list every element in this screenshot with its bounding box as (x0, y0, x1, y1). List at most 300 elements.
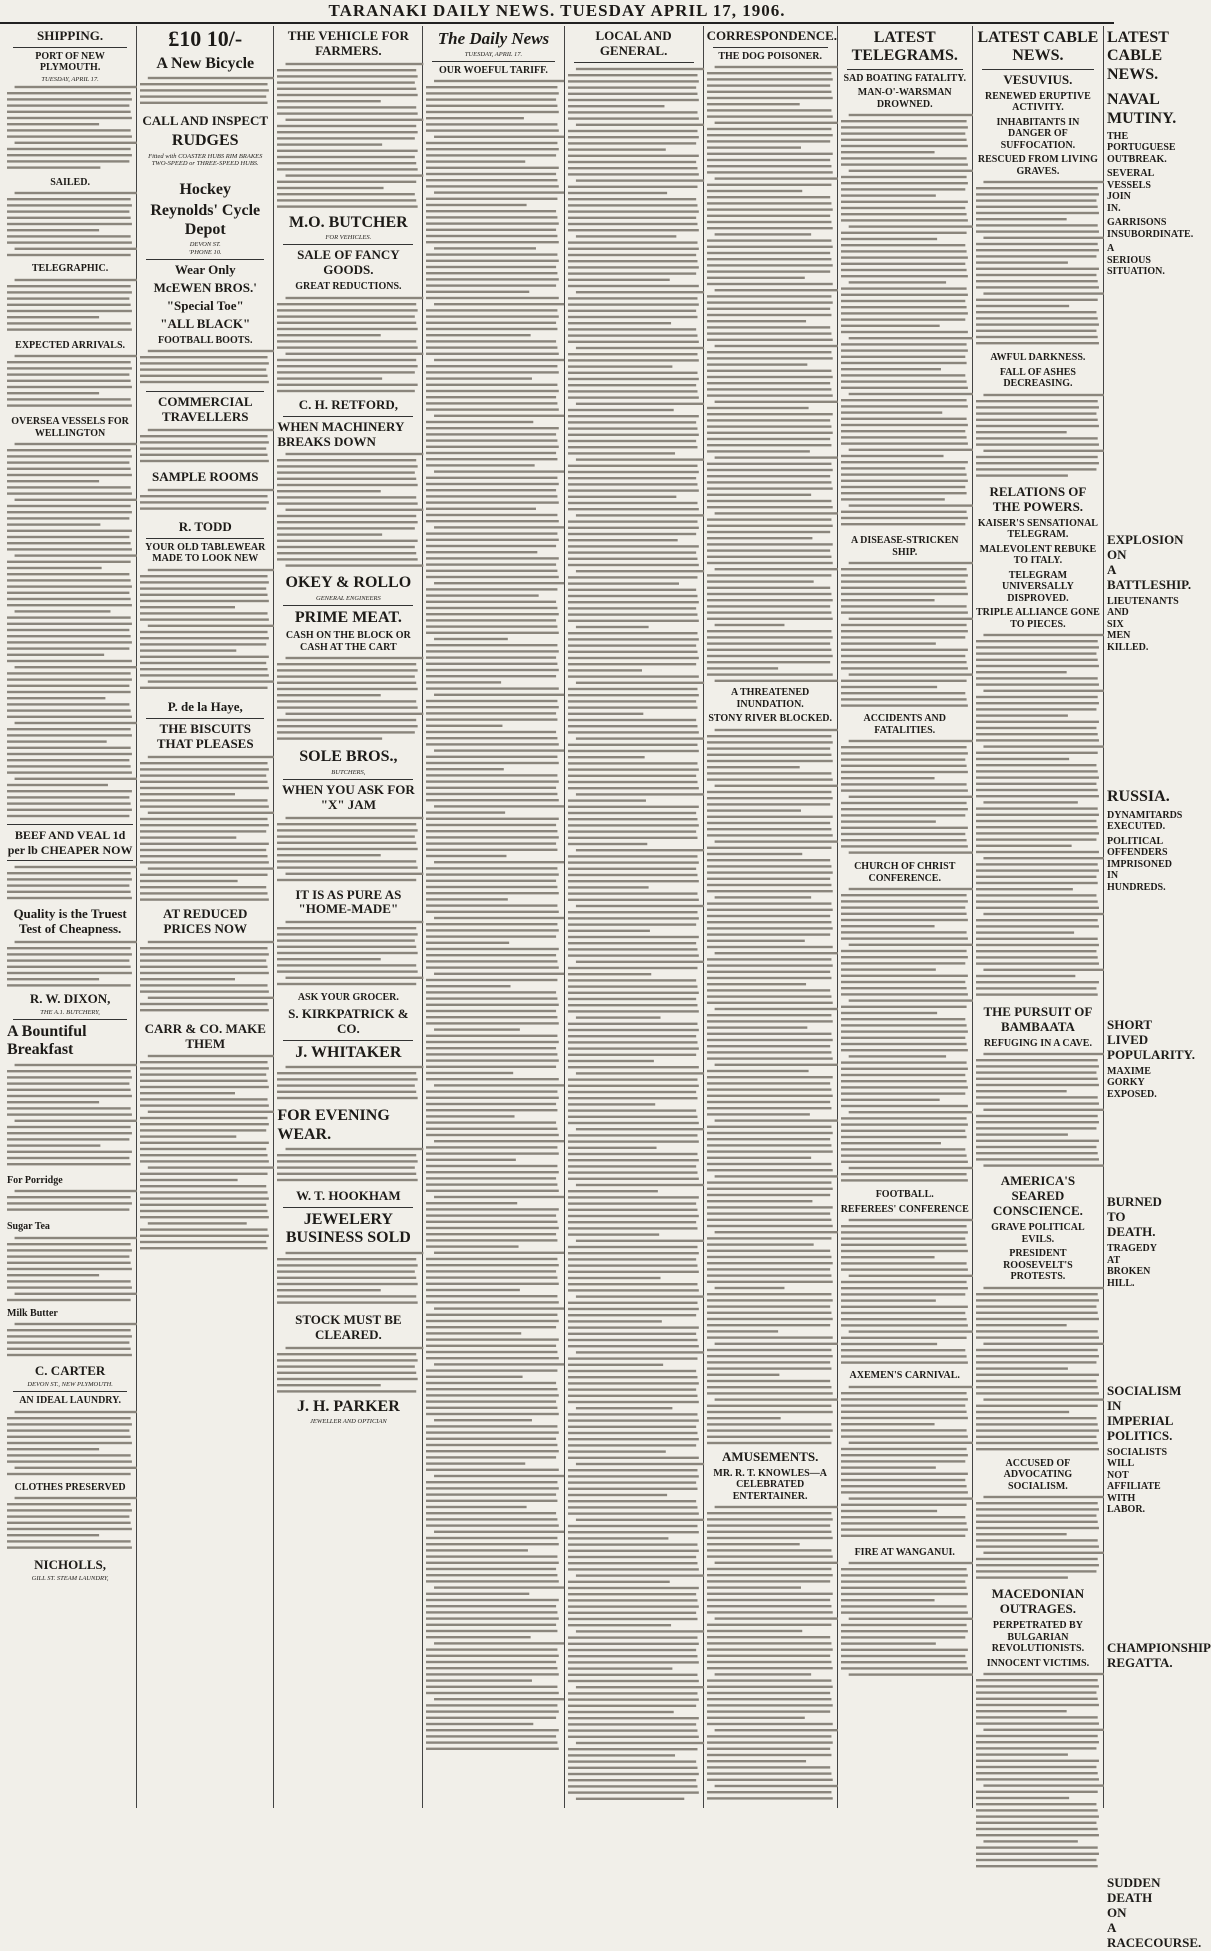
text-line (976, 200, 1096, 202)
text-line (976, 1103, 1099, 1105)
text-line (434, 749, 564, 751)
text-line (841, 474, 967, 476)
text-line (568, 731, 699, 733)
text-line (568, 1556, 696, 1558)
text-line (7, 797, 129, 799)
text-line (7, 685, 129, 687)
text-line (714, 1785, 837, 1787)
text-line (707, 989, 830, 991)
text-line (841, 1324, 968, 1326)
text-line (707, 79, 833, 81)
text-line (426, 1413, 559, 1415)
text-line (426, 408, 559, 410)
text-line (277, 87, 416, 89)
text-line (707, 1330, 778, 1332)
text-line (277, 1078, 418, 1080)
text-line (841, 1225, 967, 1227)
text-line (568, 607, 696, 609)
text-line (140, 593, 268, 595)
text-line (568, 1084, 699, 1086)
text-line (707, 426, 831, 428)
text-line (568, 409, 674, 411)
text-line (707, 1429, 833, 1431)
text-line (568, 1593, 696, 1595)
text-line (841, 587, 967, 589)
text-line (707, 184, 831, 186)
beef-ad (7, 824, 133, 861)
text-texture (140, 427, 270, 467)
accidents-text (841, 738, 969, 858)
text-line (426, 384, 557, 386)
text-line (426, 1686, 557, 1688)
text-line (426, 873, 559, 875)
text-line (707, 1705, 833, 1707)
port-heading: PORT OF NEW PLYMOUTH. (35, 50, 105, 74)
butcher-heading: M.O. BUTCHER (289, 213, 408, 231)
accused-text (976, 1494, 1100, 1584)
text-line (841, 1142, 941, 1144)
text-line (140, 1130, 266, 1132)
text-line (841, 207, 965, 209)
text-line (841, 157, 967, 159)
column-editorial (423, 26, 564, 1808)
text-line (841, 661, 967, 663)
text-line (277, 131, 418, 133)
text-line (426, 433, 556, 435)
text-line (426, 588, 557, 590)
text-line (575, 793, 703, 795)
text-line (7, 1249, 132, 1251)
text-line (848, 944, 972, 946)
text-line (7, 1101, 99, 1103)
text-line (707, 376, 833, 378)
text-line (7, 1540, 131, 1542)
text-line (983, 1552, 1103, 1554)
text-line (707, 370, 831, 372)
text-texture (976, 1671, 1100, 1871)
text-line (7, 966, 131, 968)
text-line (976, 231, 1099, 233)
text-line (841, 492, 967, 494)
amusements-heading: AMUSEMENTS. (721, 1448, 819, 1464)
text-line (426, 1382, 556, 1384)
text-line (15, 1292, 137, 1294)
text-line (568, 954, 699, 956)
text-line (976, 1293, 1098, 1295)
text-line (426, 1047, 556, 1049)
mcewen-heading: McEWEN BROS.' (153, 279, 257, 295)
text-line (707, 1206, 833, 1208)
text-line (707, 1417, 781, 1419)
text-line (707, 581, 814, 583)
text-line (140, 1179, 238, 1181)
quality-heading: Quality is the Truest Test of Cheapness. (13, 906, 127, 937)
text-line (140, 1117, 268, 1119)
text-line (848, 1055, 945, 1057)
text-line (140, 96, 266, 98)
text-line (426, 780, 559, 782)
text-line (707, 562, 833, 564)
text-line (277, 707, 418, 709)
text-line (976, 1704, 1099, 1706)
text-line (286, 509, 424, 511)
text-line (434, 694, 564, 696)
text-line (976, 919, 1098, 921)
text-line (841, 1161, 968, 1163)
text-line (568, 1711, 674, 1713)
text-line (976, 807, 1098, 809)
text-texture (7, 1495, 133, 1555)
text-line (568, 874, 697, 876)
text-line (707, 1188, 833, 1190)
text-line (976, 764, 1096, 766)
text-line (841, 461, 968, 463)
text-line (140, 375, 268, 377)
text-line (568, 1122, 699, 1124)
church-heading: CHURCH OF CHRIST CONFERENCE. (854, 861, 956, 884)
text-line (15, 192, 137, 194)
text-line (568, 477, 696, 479)
text-line (286, 657, 424, 659)
text-line (7, 542, 131, 544)
text-line (15, 666, 137, 668)
text-line (707, 754, 831, 756)
text-texture (277, 295, 419, 395)
text-line (426, 1276, 557, 1278)
text-line (707, 637, 833, 639)
text-line (707, 1132, 833, 1134)
hookham-heading: W. T. HOOKHAM (296, 1187, 401, 1203)
text-line (277, 472, 415, 474)
text-line (568, 1146, 657, 1148)
text-line (841, 1454, 968, 1456)
text-line (707, 97, 833, 99)
text-texture (976, 392, 1100, 482)
text-line (983, 1053, 1103, 1055)
text-line (568, 967, 697, 969)
text-line (841, 1318, 967, 1320)
text-line (707, 153, 833, 155)
vehicle-heading: THE VEHICLE FOR FARMERS. (287, 28, 409, 58)
text-line (7, 1163, 131, 1165)
text-line (976, 1404, 1098, 1406)
text-line (841, 752, 968, 754)
text-line (707, 1312, 831, 1314)
text-line (841, 1256, 935, 1258)
text-line (426, 179, 557, 181)
text-line (841, 1466, 936, 1468)
text-line (707, 1574, 833, 1576)
text-line (976, 437, 1098, 439)
text-line (841, 1574, 968, 1576)
text-line (707, 1630, 802, 1632)
text-line (841, 1080, 967, 1082)
text-line (426, 656, 556, 658)
text-line (286, 565, 424, 567)
text-line (426, 402, 557, 404)
text-line (976, 311, 1096, 313)
text-line (277, 1384, 381, 1386)
text-line (976, 826, 1098, 828)
text-line (277, 546, 415, 548)
machinery-text (277, 451, 419, 571)
text-line (707, 1262, 833, 1264)
text-texture (7, 441, 133, 821)
text-line (426, 377, 532, 379)
text-line (277, 823, 416, 825)
text-line (277, 540, 418, 542)
text-line (426, 508, 536, 510)
text-line (7, 1082, 129, 1084)
text-line (714, 66, 837, 68)
text-line (568, 173, 699, 175)
text-line (707, 1293, 831, 1295)
text-line (976, 900, 1098, 902)
tide-table-text (7, 84, 133, 174)
text-texture (7, 353, 133, 413)
text-line (976, 1853, 1099, 1855)
text-line (841, 643, 936, 645)
text-line (568, 1506, 697, 1508)
text-line (568, 1475, 699, 1477)
text-line (568, 1438, 699, 1440)
text-line (426, 1128, 557, 1130)
text-line (140, 447, 266, 449)
text-line (568, 898, 699, 900)
macedonian-heading: MACEDONIAN OUTRAGES. (991, 1586, 1085, 1617)
text-line (426, 1376, 523, 1378)
text-line (707, 1076, 833, 1078)
text-line (983, 634, 1103, 636)
text-line (976, 1859, 1096, 1861)
text-line (7, 1329, 131, 1331)
text-line (426, 718, 557, 720)
text-line (568, 365, 672, 367)
text-line (434, 638, 508, 640)
text-line (841, 777, 935, 779)
text-line (140, 655, 269, 657)
text-line (426, 1159, 516, 1161)
text-line (841, 1479, 965, 1481)
text-line (568, 1301, 697, 1303)
awful-heading: AWFUL DARKNESS. (990, 352, 1086, 364)
text-line (714, 896, 811, 898)
text-line (277, 1166, 415, 1168)
text-line (434, 1307, 564, 1309)
laundry-text (7, 1409, 133, 1479)
text-line (277, 1371, 416, 1373)
text-line (707, 1587, 801, 1589)
text-line (426, 756, 557, 758)
text-line (707, 927, 833, 929)
text-line (841, 1179, 968, 1181)
text-line (148, 429, 274, 431)
text-line (568, 1549, 699, 1551)
text-line (286, 453, 424, 455)
text-line (7, 468, 131, 470)
text-line (277, 663, 416, 665)
text-line (976, 677, 1098, 679)
text-line (7, 604, 132, 606)
text-line (426, 1500, 557, 1502)
text-line (277, 94, 418, 96)
text-line (277, 700, 416, 702)
text-line (286, 63, 424, 65)
text-line (426, 911, 559, 913)
text-line (841, 581, 965, 583)
text-line (140, 849, 266, 851)
text-line (707, 1624, 831, 1626)
text-line (426, 1233, 556, 1235)
text-line (568, 161, 696, 163)
text-line (568, 1258, 696, 1260)
text-line (707, 593, 831, 595)
text-line (707, 364, 807, 366)
text-line (841, 1510, 937, 1512)
text-line (568, 353, 697, 355)
text-line (434, 1196, 564, 1198)
text-line (277, 503, 418, 505)
text-line (976, 851, 1099, 853)
text-line (575, 1295, 703, 1297)
text-line (976, 1311, 1098, 1313)
text-texture (7, 84, 133, 174)
text-line (277, 149, 418, 151)
text-line (426, 663, 557, 665)
text-line (707, 1531, 831, 1533)
text-line (707, 240, 831, 242)
text-line (841, 126, 968, 128)
text-line (7, 691, 131, 693)
text-line (976, 1121, 1099, 1123)
text-line (426, 1345, 556, 1347)
text-line (976, 1865, 1098, 1867)
text-line (7, 198, 131, 200)
text-line (7, 735, 132, 737)
text-line (976, 1754, 1068, 1756)
text-line (841, 1398, 968, 1400)
inundation-text (707, 727, 834, 1447)
text-line (426, 1010, 556, 1012)
text-line (277, 334, 381, 336)
text-line (976, 671, 1067, 673)
text-line (841, 1404, 965, 1406)
text-line (568, 508, 699, 510)
text-line (568, 154, 699, 156)
text-line (568, 867, 696, 869)
text-line (707, 1392, 833, 1394)
text-line (140, 1204, 266, 1206)
text-line (976, 894, 1096, 896)
text-line (983, 1840, 1077, 1842)
text-texture (568, 66, 700, 1806)
text-line (426, 105, 557, 107)
text-line (140, 662, 266, 664)
text-line (983, 1342, 1103, 1344)
text-line (841, 399, 967, 401)
text-line (426, 1270, 556, 1272)
text-line (568, 1785, 697, 1787)
text-line (426, 173, 556, 175)
text-line (707, 1612, 833, 1614)
expected-heading: EXPECTED ARRIVALS. (15, 339, 125, 351)
text-line (426, 619, 556, 621)
text-line (426, 1543, 559, 1545)
text-line (568, 886, 649, 888)
text-line (286, 872, 424, 874)
text-line (575, 1184, 703, 1186)
text-line (707, 1219, 831, 1221)
text-line (277, 187, 384, 189)
text-line (568, 539, 678, 541)
text-line (841, 1049, 968, 1051)
text-line (148, 489, 274, 491)
text-line (848, 796, 972, 798)
text-line (7, 117, 132, 119)
text-line (568, 105, 664, 107)
text-line (841, 1006, 967, 1008)
text-line (848, 1441, 972, 1443)
text-line (707, 1113, 810, 1115)
text-line (707, 91, 831, 93)
text-line (707, 1599, 830, 1601)
text-texture (277, 919, 419, 989)
text-line (976, 714, 1068, 716)
text-line (707, 575, 831, 577)
text-line (841, 1448, 967, 1450)
text-line (575, 960, 703, 962)
text-line (426, 1301, 559, 1303)
text-line (568, 743, 697, 745)
text-line (140, 824, 269, 826)
reynolds-devon: DEVON ST. (189, 240, 221, 248)
text-line (707, 308, 830, 310)
text-line (575, 1797, 683, 1799)
text-line (976, 1442, 1098, 1444)
text-line (426, 557, 559, 559)
text-line (7, 704, 129, 706)
text-line (575, 1574, 703, 1576)
carr-heading: CARR & CO. MAKE THEM (144, 1020, 266, 1051)
text-line (848, 1219, 972, 1221)
text-line (707, 878, 830, 880)
oversea-heading: OVERSEA VESSELS FOR WELLINGTON (11, 416, 129, 439)
text-line (7, 104, 129, 106)
text-line (848, 1331, 972, 1333)
text-line (976, 646, 1099, 648)
text-line (277, 1353, 416, 1355)
text-line (707, 351, 831, 353)
text-line (841, 1435, 968, 1437)
text-line (7, 285, 131, 287)
text-line (568, 675, 699, 677)
reynolds-phone: 'PHONE 10. (188, 248, 222, 256)
text-texture (140, 75, 270, 111)
text-line (707, 165, 831, 167)
text-line (15, 1064, 137, 1066)
text-line (140, 898, 269, 900)
text-line (7, 1070, 131, 1072)
text-line (7, 524, 100, 526)
text-line (568, 1735, 699, 1737)
text-line (841, 1643, 936, 1645)
text-line (277, 738, 382, 740)
okey-sub: GENERAL ENGINEERS (316, 594, 381, 602)
text-line (568, 985, 697, 987)
text-line (434, 415, 564, 417)
text-line (277, 958, 381, 960)
text-line (277, 1264, 418, 1266)
